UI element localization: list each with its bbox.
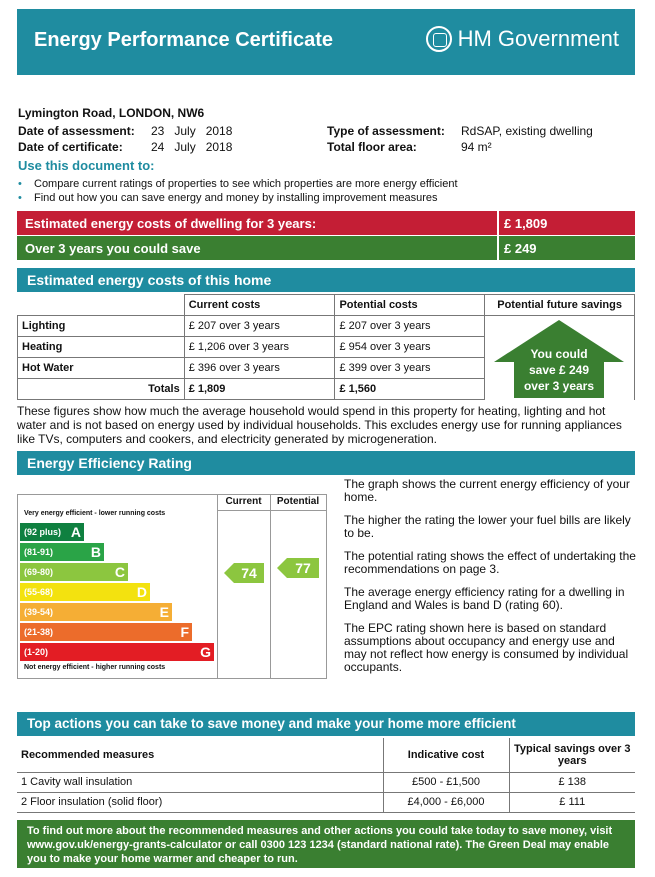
savings-value: £ 249 (504, 241, 537, 256)
certificate-date-label: Date of certificate: (18, 140, 123, 154)
savings-bar: Over 3 years you could save £ 249 (17, 236, 635, 260)
efficiency-explanation: The graph shows the current energy efficiency of your home. The higher the rating the lower your fuel bills are likely to be. The potential rating shows the effect of undertaking the recommendations on page 3. The average energy efficiency rating for a dwelling in England and Wales is band D (rating 60). The EPC rating shown here is based on standard assumptions about occupancy and energy use and may not reflect how energy is consumed by individual occupants. (344, 477, 636, 674)
col-future-savings: Potential future savings (485, 295, 635, 316)
estimated-cost-bar: Estimated energy costs of dwelling for 3 years: £ 1,809 (17, 211, 635, 235)
table-row: 2 Floor insulation (solid floor) £4,000 - £6,000 £ 111 (17, 792, 635, 812)
assessment-type: RdSAP, existing dwelling (461, 124, 593, 138)
royal-crest-icon (426, 26, 452, 52)
table-row: Hot Water £ 396 over 3 years £ 399 over 3 years (18, 358, 635, 379)
efficiency-heading: Energy Efficiency Rating (17, 451, 635, 475)
hm-government-logo (426, 26, 619, 52)
actions-heading: Top actions you can take to save money and make your home more efficient (17, 712, 635, 736)
assessment-date: 23 July 2018 (151, 124, 233, 138)
actions-table (17, 738, 635, 813)
costs-heading: Estimated energy costs of this home (17, 268, 635, 292)
col-current-costs: Current costs (184, 295, 335, 316)
savings-arrow-text: You could save £ 249 over 3 years (523, 347, 595, 393)
rating-band-g: (1-20) G (20, 643, 214, 661)
assessment-type-label: Type of assessment: (327, 124, 445, 138)
floor-area: 94 m² (461, 140, 492, 154)
property-address: Lymington Road, LONDON, NW6 (18, 106, 205, 120)
table-row: 1 Cavity wall insulation £500 - £1,500 £ 138 (17, 772, 635, 792)
table-row: Heating £ 1,206 over 3 years £ 954 over 3 years (18, 337, 635, 358)
rating-band-d: (55-68) D (20, 583, 150, 601)
rating-band-a: (92 plus) A (20, 523, 84, 541)
costs-note: These figures show how much the average household would spend in this property for heating, lighting and hot water and is not based on energy used by individual households. This excludes energy use for running appliances like TVs, computers and cookers, and electricity generated by microgeneration. (17, 404, 622, 446)
org-name: HM Government (457, 26, 619, 51)
use-bullet: • Compare current ratings of properties to see which properties are more energy efficient (18, 178, 458, 190)
estimated-cost-value: £ 1,809 (504, 216, 548, 231)
rating-band-c: (69-80) C (20, 563, 128, 581)
inefficient-note: Not energy efficient - higher running costs (24, 664, 166, 671)
rating-band-e: (39-54) E (20, 603, 172, 621)
page-title: Energy Performance Certificate (34, 29, 334, 51)
certificate-date: 24 July 2018 (151, 140, 233, 154)
rating-band-f: (21-38) F (20, 623, 192, 641)
totals-row: Totals £ 1,809 £ 1,560 (18, 379, 635, 400)
rating-col-current: Current (225, 496, 262, 507)
header-banner (17, 9, 635, 75)
use-bullet: • Find out how you can save energy and money by installing improvement measures (18, 192, 438, 204)
efficient-note: Very energy efficient - lower running costs (24, 510, 166, 517)
col-measures: Recommended measures (17, 738, 383, 772)
potential-rating: 77 (295, 560, 311, 576)
use-heading: Use this document to: (18, 158, 155, 173)
table-row: Lighting £ 207 over 3 years £ 207 over 3 years (18, 316, 635, 337)
rating-band-b: (81-91) B (20, 543, 104, 561)
footer-note: To find out more about the recommended measures and other actions you could take today to save money, visit www.gov.uk/energy-grants-calculator or call 0300 123 1234 (standard national rate). The Green Deal may enable you to make your home warmer and cheaper to run. (17, 820, 635, 868)
col-potential-costs: Potential costs (335, 295, 485, 316)
col-indicative-cost: Indicative cost (383, 738, 509, 772)
current-rating: 74 (241, 565, 257, 581)
rating-col-potential: Potential (276, 496, 320, 507)
col-typical-savings: Typical savings over 3 years (509, 738, 635, 772)
phone-number: 0300 123 1234 (260, 839, 334, 851)
floor-area-label: Total floor area: (327, 140, 417, 154)
assessment-date-label: Date of assessment: (18, 124, 135, 138)
